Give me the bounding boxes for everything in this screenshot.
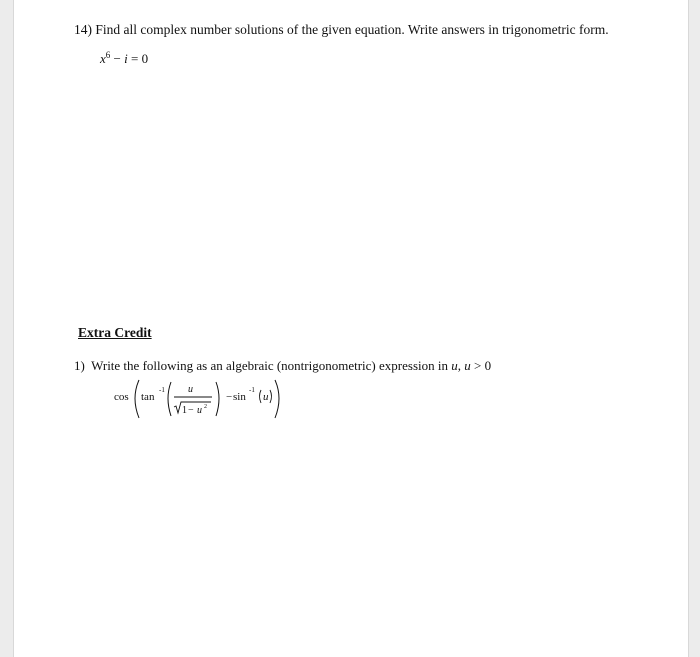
expr-sin-arg: u [263,391,269,403]
document-page [13,0,689,657]
equation-equals-zero: = 0 [127,51,149,66]
expr-sin-right-paren [270,390,272,403]
equation-variable: x [100,51,106,66]
problem-14-number: 14) [74,22,92,37]
ec-q1-cond: > 0 [470,358,492,373]
expr-denom-u: u [197,405,202,416]
expr-minus: − [226,391,233,403]
expr-denom-one: 1 [182,405,187,416]
extra-credit-title: Extra Credit [78,325,152,340]
expr-sin: sin [233,391,246,403]
ec-q1-number: 1) [74,358,85,373]
expr-tan: tan [141,391,155,403]
ec-q1-sep: , [457,358,461,373]
expr-cos: cos [114,391,129,403]
ec-q1-prompt: Write the following as an algebraic (nontrigonometric) expression in [91,358,448,373]
problem-14-prompt: Find all complex number solutions of the given equation. Write answers in trigonometric form. [95,22,609,37]
extra-credit-question-1 [74,358,491,374]
expr-outer-right-paren [275,380,279,418]
expr-sin-left-paren [260,390,262,403]
equation-minus: − [110,51,125,66]
ec-q1-var2: u [464,358,471,373]
equation-imaginary-unit: i [124,51,128,66]
ec-q1-var1: u [451,358,458,373]
expr-tan-inverse: -1 [159,386,165,394]
equation-exponent: 6 [105,50,111,60]
expr-inner-right-paren [216,382,219,416]
expr-inner-left-paren [168,382,171,416]
problem-14 [74,22,609,38]
expression-svg [114,376,314,422]
expr-denom-square: 2 [204,404,207,410]
expr-numerator: u [188,384,193,395]
expr-denom-minus: − [188,405,194,416]
expr-outer-left-paren [135,380,139,418]
extra-credit-expression [114,376,314,422]
expr-sin-inverse: -1 [249,386,255,394]
problem-14-equation [100,50,148,67]
